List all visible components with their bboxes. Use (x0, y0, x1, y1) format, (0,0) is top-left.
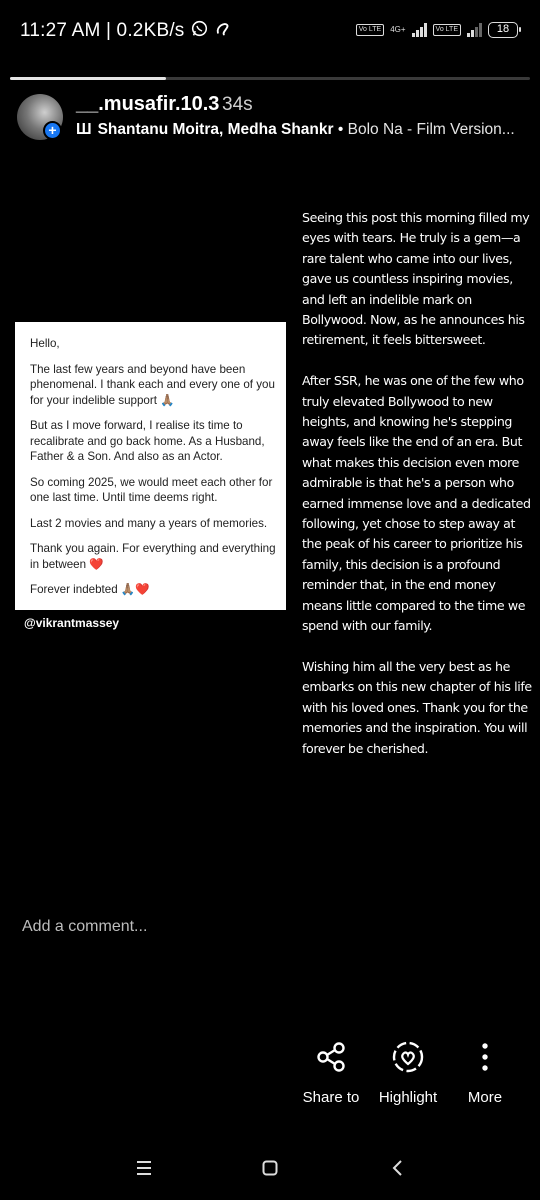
volte-badge-1: Vo LTE (356, 24, 384, 36)
music-sticker[interactable] (76, 121, 526, 139)
letter-paragraph-5 (30, 541, 276, 572)
letter-paragraph-3: So coming 2025, we would meet each other for one last time. Until time deems right. (30, 475, 273, 504)
add-story-icon[interactable]: + (43, 121, 62, 140)
highlight-label: Highlight (378, 1089, 438, 1106)
battery-icon: 18 (488, 22, 518, 38)
more-icon (464, 1040, 506, 1079)
home-button[interactable] (260, 1150, 280, 1186)
more-button[interactable] (464, 1040, 506, 1106)
letter-paragraph-6-text: Forever indebted 🙏🏽 (30, 583, 136, 596)
highlight-button[interactable] (375, 1040, 441, 1106)
signal-icon-1 (412, 23, 427, 37)
letter-paragraph-2: But as I move forward, I realise its time to recalibrate and go back home. As a Husband, Father & a Son. And also as an Actor. (30, 419, 265, 463)
caption-paragraph-2: After SSR, he was one of the few who truly elevated Bollywood to new heights, and knowing he's stepping away feels like the end of an era. But what makes this decision even more admirable is that he's a person who earned immense love and a dedicated following, yet chose to step away at the peak of his career to prioritize his family, this decision is a profound reminder that, in the end money means little compared to the time we spend with our family. (302, 373, 531, 634)
back-button[interactable] (388, 1150, 408, 1186)
letter-image (15, 322, 286, 610)
caption-paragraph-3: Wishing him all the very best as he embarks on this new chapter of his life with his loved ones. Thank you for the memories and the inspiration. You will forever be cherished. (302, 658, 532, 756)
music-artist: Shantanu Moitra, Medha Shankr (97, 121, 334, 138)
letter-paragraph-4: Last 2 movies and many a years of memories. (30, 516, 268, 530)
whatsapp-icon (191, 20, 208, 42)
volte-badge-2: Vo LTE (433, 24, 461, 36)
story-progress-fill (10, 77, 166, 80)
more-label: More (467, 1089, 503, 1106)
back-icon (388, 1173, 408, 1190)
highlight-icon (375, 1040, 441, 1079)
music-bars-icon: Ш (76, 121, 92, 138)
heart-emoji: ❤️ (135, 583, 150, 596)
music-song: Bolo Na - Film Version... (347, 121, 515, 138)
status-bar (0, 0, 540, 62)
status-right (356, 22, 518, 38)
status-time-speed: 11:27 AM | 0.2KB/s (20, 20, 185, 41)
story-progress-bar (10, 77, 530, 80)
airtel-icon (214, 20, 232, 42)
network-type: 4G+ (390, 25, 406, 34)
letter-paragraph-1: The last few years and beyond have been phenomenal. I thank each and every one of you for your indelible support 🙏🏽 (30, 362, 275, 407)
comment-input[interactable]: Add a comment... (22, 918, 148, 935)
share-label: Share to (302, 1089, 360, 1106)
letter-paragraph-5-text: Thank you again. For everything and everything in between (30, 542, 276, 571)
letter-greeting: Hello, (30, 337, 60, 350)
share-button[interactable] (301, 1040, 361, 1106)
letter-handle: @vikrantmassey (24, 616, 120, 630)
music-separator: • (333, 121, 348, 138)
share-icon (301, 1040, 361, 1079)
caption-paragraph-1: Seeing this post this morning filled my eyes with tears. He truly is a gem—a rare talent who came into our lives, gave us countless inspiring movies, and left an indelible mark on Bollywood. Now, as he announces his retirement, it feels bittersweet. (302, 210, 530, 348)
menu-icon (134, 1173, 154, 1190)
letter-paragraph-6 (30, 582, 276, 598)
signal-icon-2 (467, 23, 482, 37)
recent-apps-button[interactable] (134, 1150, 154, 1186)
story-caption (302, 208, 536, 779)
home-icon (260, 1173, 280, 1190)
heart-emoji: ❤️ (89, 557, 104, 571)
username[interactable]: __.musafir.10.3 (76, 93, 220, 115)
status-left (20, 20, 232, 42)
story-time-ago: 34s (222, 94, 253, 115)
